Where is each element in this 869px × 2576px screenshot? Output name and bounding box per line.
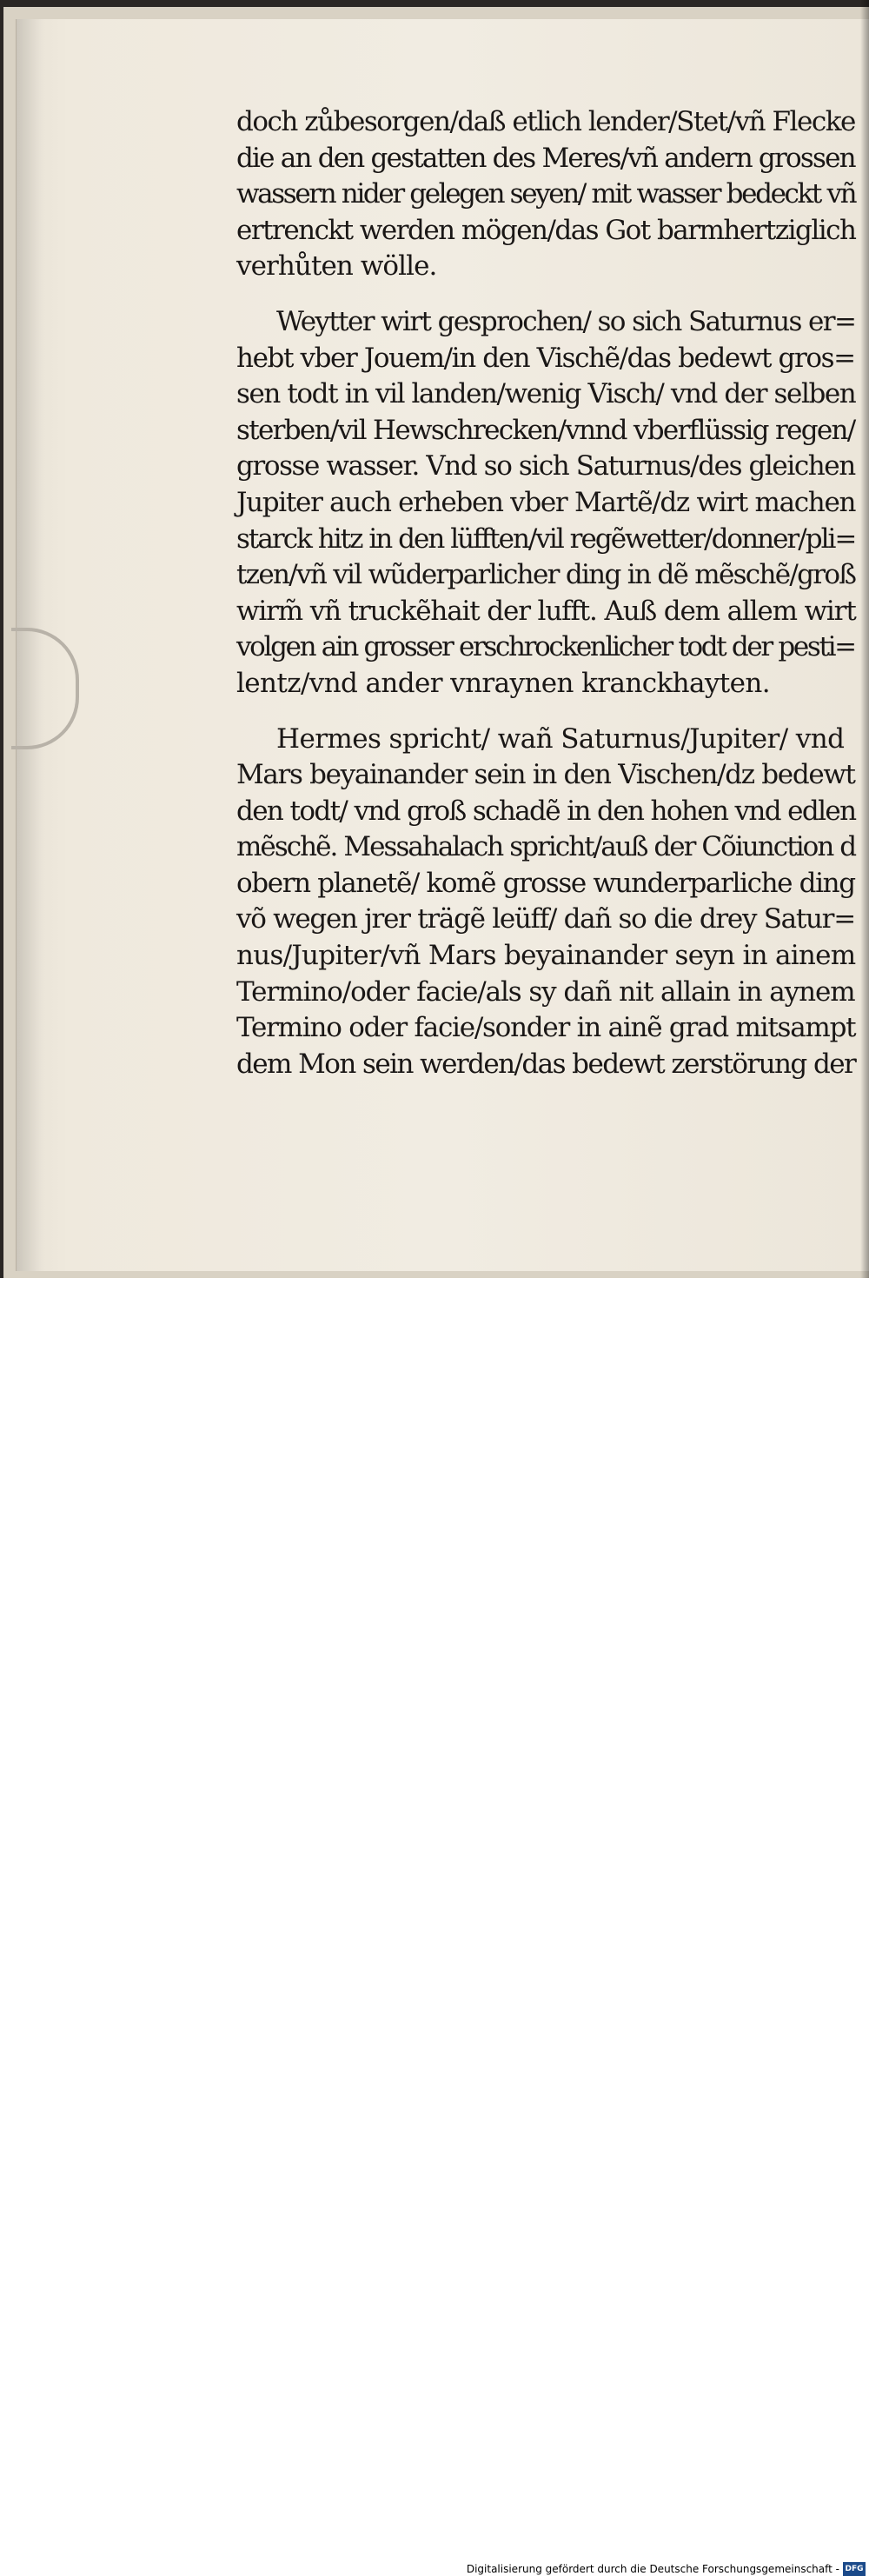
digitization-credit: Digitalisierung gefördert durch die Deutsche Forschungsgemeinschaft -	[466, 2563, 839, 2575]
scan-background	[0, 0, 869, 1278]
text-line: sterben/vil Hewschrecken/vnnd vberflüssig regen/	[236, 414, 855, 446]
text-line: Weytter wirt gesprochen/ so sich Saturnus er=	[276, 305, 856, 337]
dfg-logo: DFG	[843, 2562, 866, 2576]
text-line: wassern nider gelegen seyen/ mit wasser bedeckt vñ	[236, 178, 856, 210]
body-text	[236, 104, 862, 1102]
text-line: doch zůbesorgen/daß etlich lender/Stet/vñ Flecke	[236, 106, 855, 137]
text-line: obern planetẽ/ komẽ grosse wunderparliche ding	[236, 867, 855, 899]
text-line: grosse wasser. Vnd so sich Saturnus/des gleichen	[236, 450, 855, 483]
text-line: mẽschẽ. Messahalach spricht/auß der Cõiunction d	[236, 831, 856, 863]
text-line: Termino oder facie/sonder in ainẽ grad mitsampt	[236, 1012, 856, 1044]
text-line: Hermes spricht/ wañ Saturnus/Jupiter/ vnd	[276, 722, 845, 755]
text-line: volgen ain grosser erschrockenlicher todt der pesti=	[236, 631, 855, 663]
text-line: tzen/vñ vil wũderparlicher ding in dẽ mẽschẽ/groß	[236, 559, 856, 591]
paper-clip	[11, 628, 79, 749]
text-line: nus/Jupiter/vñ Mars beyainander seyn in ainem	[236, 940, 856, 972]
text-line: starck hitz in den lüfften/vil regẽwetter/donner/pli=	[236, 523, 856, 555]
footer-bar	[0, 1278, 869, 2575]
text-line: Mars beyainander sein in den Vischen/dz bedewt	[236, 759, 855, 791]
text-line: verhůten wölle.	[236, 250, 437, 283]
paragraph	[236, 304, 862, 702]
text-line: hebt vber Jouem/in den Vischẽ/das bedewt gros=	[236, 342, 855, 374]
paragraph	[236, 722, 862, 1083]
text-line: Termino/oder facie/als sy dañ nit allain in aynem	[236, 975, 855, 1008]
text-line: Jupiter auch erheben vber Martẽ/dz wirt machen	[236, 486, 856, 518]
text-line: die an den gestatten des Meres/vñ andern grossen	[236, 142, 855, 174]
text-line: võ wegen jrer trägẽ leüff/ dañ so die drey Satur=	[236, 903, 855, 935]
paragraph	[236, 104, 862, 285]
text-line: dem Mon sein werden/das bedewt zerstörung der	[236, 1048, 856, 1080]
text-line: den todt/ vnd groß schadẽ in den hohen vnd edlen	[236, 795, 856, 827]
text-line: wirm̃ vñ truckẽhait der lufft. Auß dem allem wirt	[236, 595, 856, 627]
text-line: sen todt in vil landen/wenig Visch/ vnd der selben	[236, 378, 856, 410]
text-line: ertrenckt werden mögen/das Got barmhertziglich	[236, 214, 856, 246]
text-line: lentz/vnd ander vnraynen kranckhayten.	[236, 667, 770, 699]
